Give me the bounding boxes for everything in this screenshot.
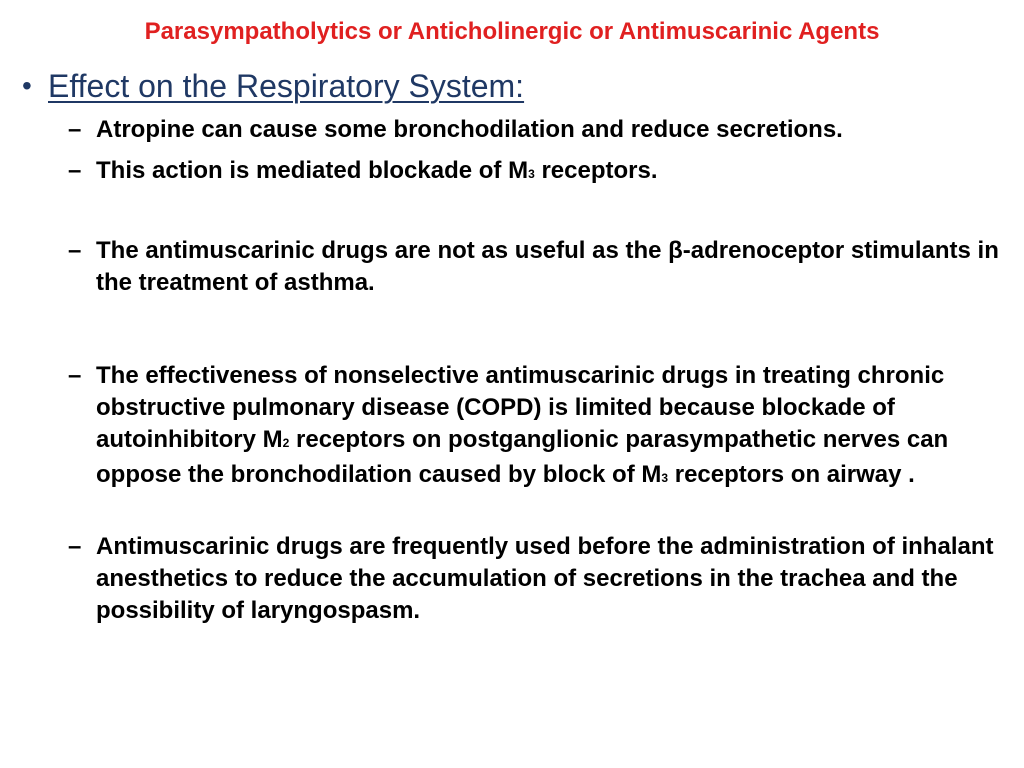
list-item-text [96,360,1014,494]
subscript-number: 2 [282,436,290,450]
text-run: This action is mediated blockade of M [96,157,529,184]
text-run: receptors on airway . [668,461,915,488]
dash-bullet-icon: – [68,116,82,143]
dash-bullet-icon: – [68,362,82,389]
text-run: Antimuscarinic drugs are frequently used before the administration of inhalant anesthetics to reduce the accumulation of secretions in the trachea and the possibility of laryngospasm. [96,533,994,624]
text-run: The antimuscarinic drugs are not as useful as the β-adrenoceptor stimulants in the treatment of asthma. [96,237,999,296]
list-item [68,114,1014,146]
list-item-text [96,114,1014,146]
text-run: receptors on postganglionic parasympathetic nerves can oppose the bronchodilation caused by block of M [96,426,949,488]
section-heading: Effect on the Respiratory System: [48,68,525,104]
dash-bullet-icon: – [68,533,82,560]
list-item-text [96,155,1014,190]
subscript-number: 3 [661,471,669,485]
list-item [68,360,1014,494]
slide-title: Parasympatholytics or Anticholinergic or Antimuscarinic Agents [144,18,880,45]
list-item [68,155,1014,190]
subscript-number: 3 [528,167,535,181]
dash-bullet-icon: – [68,157,82,184]
list-item [68,531,1014,627]
dash-bullet-icon: – [68,237,82,264]
list-item [68,235,1014,299]
bullet-dot-icon: • [22,70,32,101]
list-item-text [96,235,1014,299]
text-run: The effectiveness of nonselective antimuscarinic drugs in treating chronic obstructive pulmonary disease (COPD) is limited because blockade of autoinhibitory M [96,362,945,453]
text-run: receptors. [534,157,658,184]
heading-bullet-row [22,64,524,108]
text-run: Atropine can cause some bronchodilation and reduce secretions. [96,116,843,143]
list-item-text [96,531,1014,627]
